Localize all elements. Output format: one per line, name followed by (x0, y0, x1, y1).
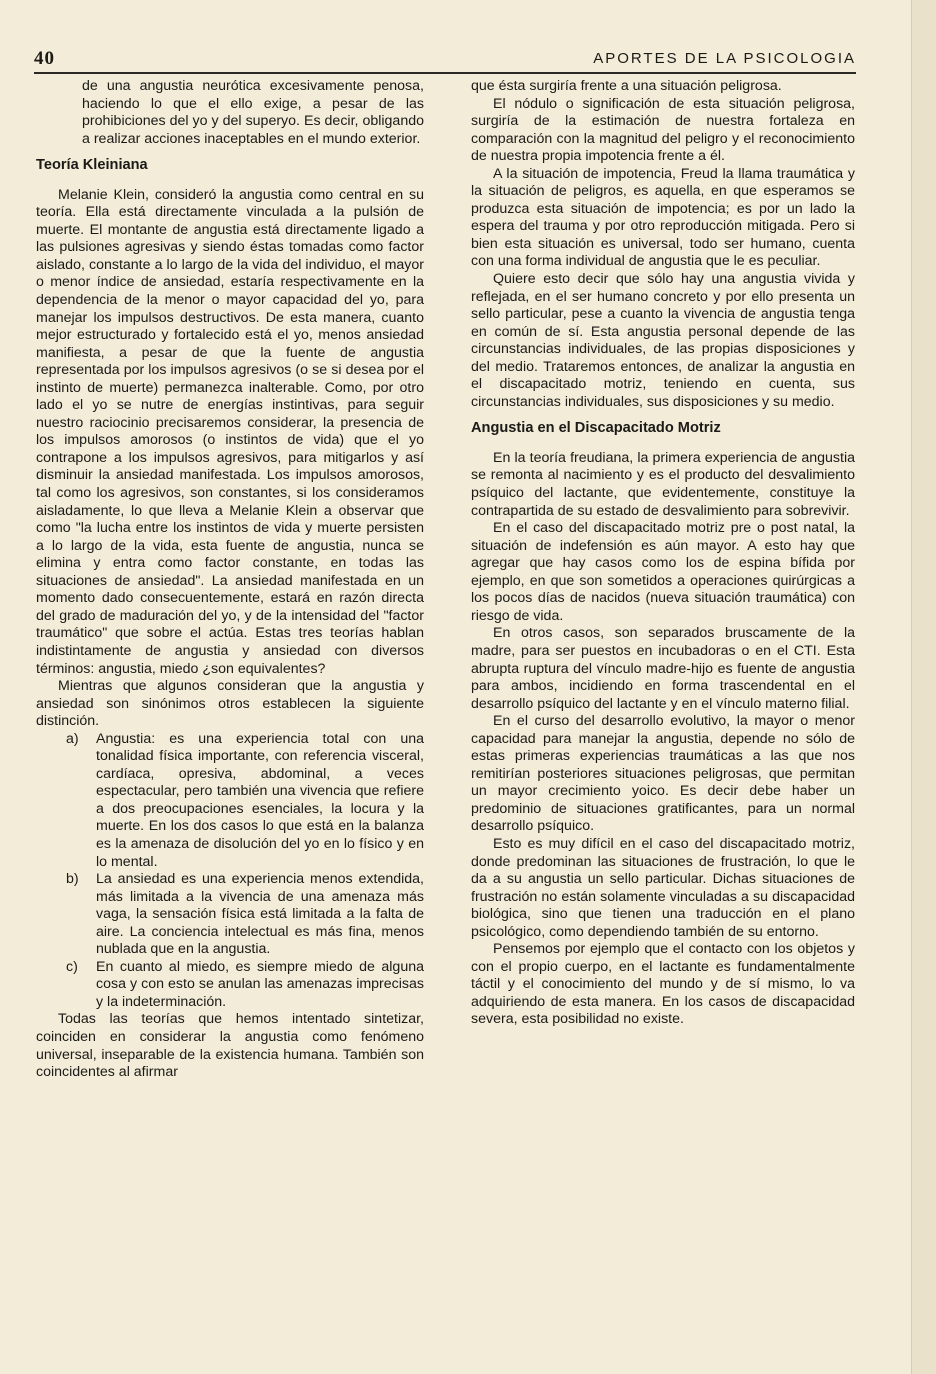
list-label: b) (66, 871, 79, 888)
list-item-b (36, 871, 424, 959)
paragraph: En otros casos, son separados bruscamente de la madre, para ser puestos en incubadoras o en el CTI. Esta abrupta ruptura del vínculo madre-hijo es fuente de angustia para ambos, incidiendo en forma trascendental en el desarrollo psíquico del lactante y en el vínculo materno filial. (471, 625, 855, 712)
paragraph: Pensemos por ejemplo que el contacto con los objetos y con el propio cuerpo, en el lactante es fundamentalmente táctil y el conocimiento del mundo y de sí mismo, lo va adquiriendo de esta manera. En los casos de discapacidad severa, esta posibilidad no existe. (471, 941, 855, 1028)
list-text: Angustia: es una experiencia total con una tonalidad física importante, con referencia visceral, cardíaca, opresiva, abdominal, a veces espectacular, pero también una vivencia que refiere a dos preocupaciones esenciales, la locura y la muerte. En los dos casos lo que está en la balanza es la amenaza de disolución del yo en lo físico y en lo mental. (96, 730, 424, 870)
paragraph: El nódulo o significación de esta situación peligrosa, surgiría de la estimación de nuestra fortaleza en comparación con la magnitud del peligro y el reconocimiento de nuestra propia impotencia frente a él. (471, 95, 855, 165)
paragraph: Esto es muy difícil en el caso del discapacitado motriz, donde predominan las situaciones de frustración, lo que le da a su angustia un sello particular. Dichas situaciones de frustración no están solamente vinculadas a su discapacidad biológica, sino que tienen una traducción en el plano psicológico, como dependiendo también de su entorno. (471, 835, 855, 940)
section-title-discapacitado: Angustia en el Discapacitado Motriz (471, 420, 721, 437)
paragraph: Quiere esto decir que sólo hay una angustia vivida y reflejada, en el ser humano concreto y por ello presenta un sello particular, pese a cuanto la vivencia de angustia tenga en común de sí. Esta angustia personal depende de las circunstancias individuales, de las propias disposiciones y del medio. Trataremos entonces, de analizar la angustia en el discapacitado motriz, teniendo en cuenta, sus circunstancias individuales, sus disposiciones y su medio. (471, 271, 855, 410)
paragraph: En el caso del discapacitado motriz pre o post natal, la situación de indefensión es aún mayor. A esto hay que agregar que hay casos como los de espina bífida por ejemplo, en que son sometidos a operaciones quirúrgicas a los pocos días de nacidos (nueva situación traumática) con riesgo de vida. (471, 520, 855, 624)
list-item-c (36, 959, 424, 1012)
paragraph: Melanie Klein, consideró la angustia como central en su teoría. Ella está directamente vinculada a la pulsión de muerte. El montante de angustia está directamente ligado a las pulsiones agresivas y siendo éstas tomadas como factor aislado, constante a lo largo de la vida del individuo, el mayor o menor índice de ansiedad, estaría respectivamente en la dependencia de la menor o mayor capacidad del yo, para manejar los impulsos destructivos. De esta manera, cuanto mejor estructurado y fortalecido está el yo, menos ansiedad manifiesta, a pesar de que la fuente de angustia representada por los impulsos agresivos (o se si desea por el instinto de muerte) permanezca inalterable. Como, por otro lado el yo se nutre de energías instintivas, para seguir nuestro raciocinio precisaremos considerar, la presencia de los impulsos amorosos (o instintos de vida) que el yo contrapone a los impulsos agresivos, para mitigarlos y así disminuir la ansiedad manifestada. Los impulsos amorosos, tal como los agresivos, son constantes, si los consideramos aisladamente, lo que lleva a Melanie Klein a observar que como "la lucha entre los instintos de vida y muerte persisten a lo largo de la vida, esta fuente de angustia, nunca se elimina y entra como factor constante, en todas las situaciones de ansiedad". La ansiedad manifestada en un momento dado consecuentemente, estará en razón directa del grado de maduración del yo, y de la intensidad del "factor traumático" que sobre el actúa. Estas tres teorías hablan indistintamente de angustia y ansiedad con diversos términos: angustia, miedo ¿son equivalentes? (36, 186, 424, 677)
paragraph: que ésta surgiría frente a una situación peligrosa. (471, 78, 782, 94)
paragraph: A la situación de impotencia, Freud la llama traumática y la situación de peligros, es aquella, en que esperamos se produzca esta situación de impotencia; es por un lado la espera del trauma y por otro reproducción mitigada. Pero si bien esta situación es universal, todo ser humano, cuenta con una forma individual de angustia que le es peculiar. (471, 165, 855, 270)
right-column (471, 78, 855, 1029)
running-head: APORTES DE LA PSICOLOGIA (593, 50, 856, 67)
page-header (34, 46, 856, 74)
section-title-kleiniana: Teoría Kleiniana (36, 157, 148, 174)
list-label: c) (66, 958, 78, 975)
paragraph: En la teoría freudiana, la primera experiencia de angustia se remonta al nacimiento y es el producto del desvalimiento psíquico del lactante, que evidentemente, constituye la contrapartida de su estado de desvalimiento para sobrevivir. (471, 449, 855, 519)
paragraph: Todas las teorías que hemos intentado sintetizar, coinciden en considerar la angustia como fenómeno universal, inseparable de la existencia humana. También son coincidentes al afirmar (36, 1011, 424, 1081)
list-text: En cuanto al miedo, es siempre miedo de alguna cosa y con esto se anulan las amenazas imprecisas y la indeterminación. (96, 958, 424, 1010)
paragraph: Mientras que algunos consideran que la angustia y ansiedad son sinónimos otros establecen la siguiente distinción. (36, 678, 424, 730)
page-number: 40 (34, 48, 55, 69)
paragraph: de una angustia neurótica excesivamente penosa, haciendo lo que el ello exige, a pesar de las prohibiciones del yo y del superyo. Es decir, obligando a realizar acciones inaceptables en el mundo exterior. (82, 78, 424, 147)
paragraph: En el curso del desarrollo evolutivo, la mayor o menor capacidad para manejar la angustia, depende no sólo de estas primeras experiencias traumáticas a las que nos remitirían posteriores situaciones peligrosas, que permitan un mayor crecimiento yoico. Es decir debe haber un predominio de situaciones gratificantes, para un normal desarrollo psíquico. (471, 713, 855, 835)
page-edge (911, 0, 936, 1374)
left-column (36, 78, 424, 1082)
list-text: La ansiedad es una experiencia menos extendida, más limitada a la vivencia de una amenaza más vaga, la sensación física está limitada a la falta de aire. La conciencia intelectual es más fina, menos nublada que en la angustia. (96, 871, 424, 958)
list-item-a (36, 731, 424, 871)
list-label: a) (66, 730, 79, 747)
